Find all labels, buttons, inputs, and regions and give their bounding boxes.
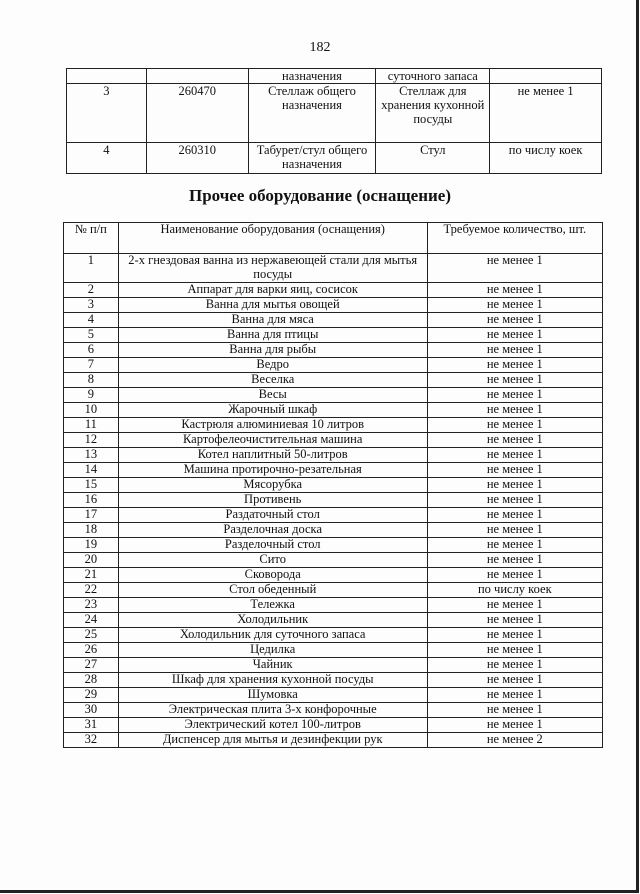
cell-qty: не менее 1 [427, 328, 602, 343]
header-num: № п/п [64, 223, 119, 254]
table-row [64, 254, 603, 283]
cell-qty: по числу коек [490, 143, 602, 174]
cell-name: Цедилка [118, 643, 427, 658]
cell-name: Кастрюля алюминиевая 10 литров [118, 418, 427, 433]
cell-num: 27 [64, 658, 119, 673]
cell-name: Табурет/стул общего назначения [248, 143, 376, 174]
table-row [64, 538, 603, 553]
cell-qty: не менее 1 [427, 628, 602, 643]
cell-name: Электрическая плита 3-х конфорочные [118, 703, 427, 718]
page-number: 182 [309, 40, 331, 55]
cell-qty [490, 69, 602, 84]
cell-num: 7 [64, 358, 119, 373]
table-row [67, 143, 602, 174]
cell-num: 26 [64, 643, 119, 658]
table-row [64, 313, 603, 328]
cell-num: 21 [64, 568, 119, 583]
cell-name: 2-х гнездовая ванна из нержавеющей стали для мытья посуды [118, 254, 427, 283]
cell-name: Сковорода [118, 568, 427, 583]
cell-num: 1 [64, 254, 119, 283]
cell-num: 18 [64, 523, 119, 538]
cell-num: 29 [64, 688, 119, 703]
cell-num: 31 [64, 718, 119, 733]
cell-name: Весы [118, 388, 427, 403]
cell-qty: не менее 1 [427, 688, 602, 703]
cell-qty: не менее 1 [427, 418, 602, 433]
cell-name: Ванна для мяса [118, 313, 427, 328]
table-row [64, 523, 603, 538]
cell-qty: не менее 1 [427, 613, 602, 628]
table-row [64, 283, 603, 298]
table-row [67, 69, 602, 84]
cell-name: Шкаф для хранения кухонной посуды [118, 673, 427, 688]
table-row [64, 463, 603, 478]
cell-name: Веселка [118, 373, 427, 388]
table-row [64, 358, 603, 373]
cell-num: 28 [64, 673, 119, 688]
table-row [64, 733, 603, 748]
cell-qty: не менее 1 [490, 84, 602, 143]
cell-code: 260470 [146, 84, 248, 143]
header-name: Наименование оборудования (оснащения) [118, 223, 427, 254]
cell-desc: Стул [376, 143, 490, 174]
cell-name: Стеллаж общего назначения [248, 84, 376, 143]
table-row [64, 508, 603, 523]
cell-name: Жарочный шкаф [118, 403, 427, 418]
table-row [64, 493, 603, 508]
cell-name: Разделочная доска [118, 523, 427, 538]
table-row [64, 598, 603, 613]
table-row [67, 84, 602, 143]
cell-num: 4 [67, 143, 147, 174]
table-row [64, 658, 603, 673]
cell-qty: не менее 1 [427, 598, 602, 613]
cell-num: 14 [64, 463, 119, 478]
cell-qty: не менее 1 [427, 508, 602, 523]
cell-name: назначения [248, 69, 376, 84]
cell-name: Раздаточный стол [118, 508, 427, 523]
cell-qty: не менее 1 [427, 658, 602, 673]
cell-qty: не менее 1 [427, 718, 602, 733]
table-row [64, 688, 603, 703]
cell-num: 23 [64, 598, 119, 613]
cell-num: 20 [64, 553, 119, 568]
cell-num: 2 [64, 283, 119, 298]
top-table [66, 68, 602, 174]
cell-qty: не менее 1 [427, 358, 602, 373]
cell-name: Холодильник для суточного запаса [118, 628, 427, 643]
table-row [64, 433, 603, 448]
table-row [64, 568, 603, 583]
table-row [64, 553, 603, 568]
cell-qty: не менее 1 [427, 673, 602, 688]
cell-num: 10 [64, 403, 119, 418]
cell-num: 15 [64, 478, 119, 493]
cell-name: Холодильник [118, 613, 427, 628]
cell-name: Ведро [118, 358, 427, 373]
table-row [64, 448, 603, 463]
header-qty: Требуемое количество, шт. [427, 223, 602, 254]
cell-num: 3 [64, 298, 119, 313]
table-header-row [64, 223, 603, 254]
cell-num [67, 69, 147, 84]
cell-name: Мясорубка [118, 478, 427, 493]
table-row [64, 703, 603, 718]
cell-qty: не менее 1 [427, 493, 602, 508]
cell-num: 17 [64, 508, 119, 523]
equipment-table [63, 222, 603, 748]
cell-qty: не менее 1 [427, 463, 602, 478]
cell-num: 3 [67, 84, 147, 143]
cell-name: Чайник [118, 658, 427, 673]
cell-qty: не менее 1 [427, 403, 602, 418]
cell-desc: Стеллаж для хранения кухонной посуды [376, 84, 490, 143]
cell-name: Тележка [118, 598, 427, 613]
cell-qty: не менее 1 [427, 538, 602, 553]
cell-qty: не менее 1 [427, 388, 602, 403]
cell-name: Стол обеденный [118, 583, 427, 598]
table-row [64, 373, 603, 388]
table-row [64, 613, 603, 628]
cell-num: 6 [64, 343, 119, 358]
cell-desc: суточного запаса [376, 69, 490, 84]
cell-name: Ванна для рыбы [118, 343, 427, 358]
table-row [64, 718, 603, 733]
table-row [64, 643, 603, 658]
cell-qty: не менее 1 [427, 643, 602, 658]
cell-name: Шумовка [118, 688, 427, 703]
cell-code [146, 69, 248, 84]
table-row [64, 478, 603, 493]
cell-qty: не менее 1 [427, 478, 602, 493]
cell-name: Электрический котел 100-литров [118, 718, 427, 733]
cell-name: Разделочный стол [118, 538, 427, 553]
section-title: Прочее оборудование (оснащение) [188, 186, 452, 205]
cell-num: 13 [64, 448, 119, 463]
cell-name: Сито [118, 553, 427, 568]
cell-name: Картофелеочистительная машина [118, 433, 427, 448]
cell-name: Машина протирочно-резательная [118, 463, 427, 478]
cell-num: 9 [64, 388, 119, 403]
cell-qty: не менее 1 [427, 373, 602, 388]
cell-qty: не менее 1 [427, 298, 602, 313]
cell-qty: не менее 1 [427, 703, 602, 718]
cell-qty: не менее 1 [427, 523, 602, 538]
cell-num: 24 [64, 613, 119, 628]
cell-qty: не менее 2 [427, 733, 602, 748]
table-row [64, 343, 603, 358]
table-row [64, 328, 603, 343]
cell-code: 260310 [146, 143, 248, 174]
cell-num: 19 [64, 538, 119, 553]
cell-name: Ванна для мытья овощей [118, 298, 427, 313]
table-row [64, 418, 603, 433]
cell-name: Аппарат для варки яиц, сосисок [118, 283, 427, 298]
cell-qty: не менее 1 [427, 254, 602, 283]
cell-qty: по числу коек [427, 583, 602, 598]
cell-num: 25 [64, 628, 119, 643]
cell-name: Котел наплитный 50-литров [118, 448, 427, 463]
cell-num: 16 [64, 493, 119, 508]
table-row [64, 583, 603, 598]
cell-qty: не менее 1 [427, 343, 602, 358]
cell-num: 4 [64, 313, 119, 328]
cell-num: 22 [64, 583, 119, 598]
cell-num: 11 [64, 418, 119, 433]
cell-num: 5 [64, 328, 119, 343]
cell-num: 12 [64, 433, 119, 448]
table-row [64, 628, 603, 643]
table-row [64, 673, 603, 688]
cell-num: 30 [64, 703, 119, 718]
table-row [64, 298, 603, 313]
cell-qty: не менее 1 [427, 553, 602, 568]
cell-name: Диспенсер для мытья и дезинфекции рук [118, 733, 427, 748]
cell-qty: не менее 1 [427, 313, 602, 328]
cell-qty: не менее 1 [427, 283, 602, 298]
cell-qty: не менее 1 [427, 448, 602, 463]
cell-num: 32 [64, 733, 119, 748]
table-row [64, 403, 603, 418]
cell-name: Противень [118, 493, 427, 508]
cell-name: Ванна для птицы [118, 328, 427, 343]
cell-qty: не менее 1 [427, 568, 602, 583]
table-row [64, 388, 603, 403]
cell-num: 8 [64, 373, 119, 388]
cell-qty: не менее 1 [427, 433, 602, 448]
